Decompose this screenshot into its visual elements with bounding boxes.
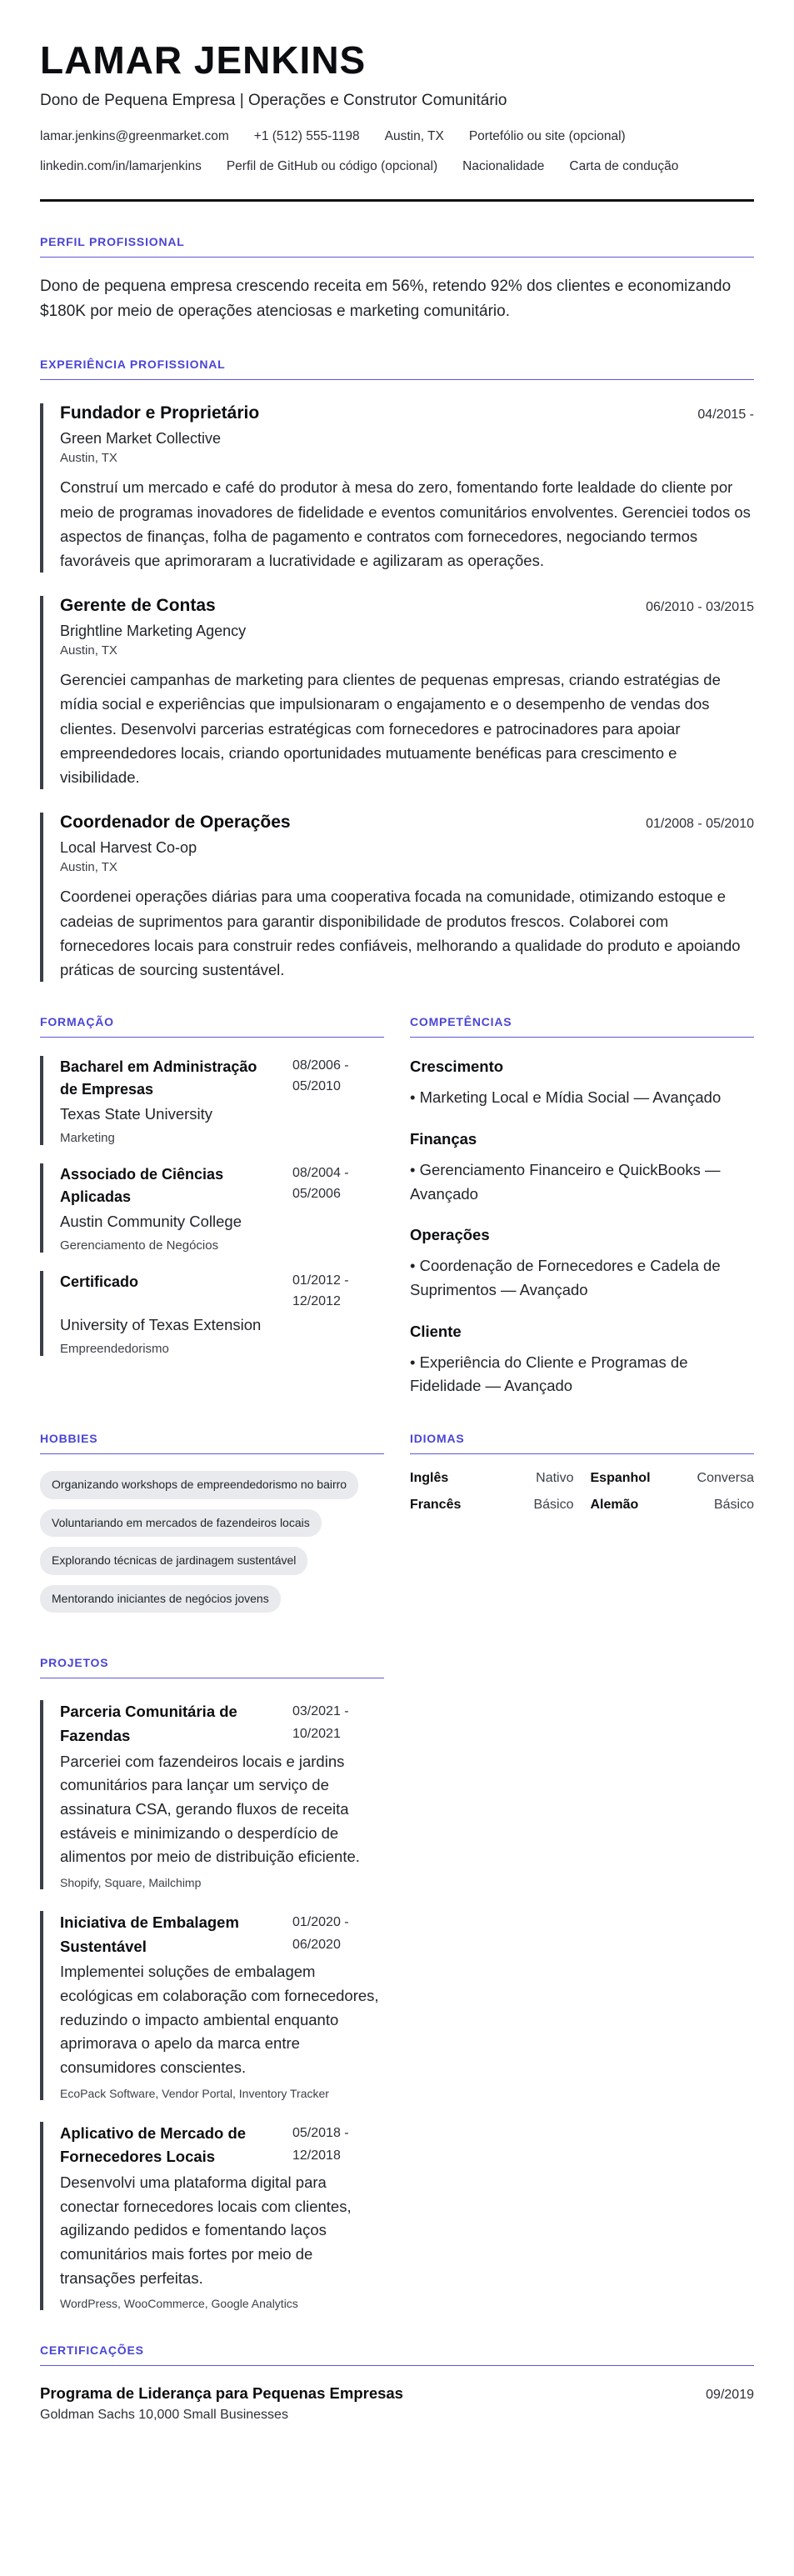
skill-group	[410, 1058, 754, 1110]
education-field: Gerenciamento de Negócios	[60, 1238, 219, 1253]
certification-date: 09/2019	[706, 2388, 754, 2403]
education-dates: 08/2006 - 05/2010	[292, 1058, 349, 1093]
job-title: Coordenador de Operações	[60, 813, 291, 833]
section-title-summary: PERFIL PROFISSIONAL	[40, 235, 754, 258]
resume-header	[40, 40, 754, 202]
project-tech: WordPress, WooCommerce, Google Analytics	[60, 2297, 298, 2311]
job-location: Austin, TX	[60, 643, 117, 658]
project-item	[40, 1700, 384, 1889]
job-dates: 06/2010 - 03/2015	[646, 600, 754, 615]
project-name: Parceria Comunitária de Fazendas	[60, 1703, 237, 1744]
skill-group	[410, 1323, 754, 1398]
job-description: Construí um mercado e café do produtor à mesa do zero, fomentando forte lealdade do cliente por meio de programas inovadores de fidelidade e eventos comunitários envolventes. Gerenciei todos os aspectos de finanças, folha de pagamento e contratos com fornecedores, negociando termos favoráveis que aprimoraram a lucratividade e agilizaram as operações.	[60, 478, 751, 570]
project-dates: 01/2020 - 06/2020	[292, 1914, 349, 1953]
skill-category: Crescimento	[410, 1058, 504, 1076]
experience-item	[40, 403, 754, 573]
hobbies-section	[40, 1432, 384, 1623]
language-item	[582, 1498, 755, 1513]
contact-location: Austin, TX	[384, 129, 444, 144]
contact-phone[interactable]: +1 (512) 555-1198	[253, 129, 360, 144]
contact-driving-license: Carta de condução	[569, 159, 679, 174]
hobby-tag: Mentorando iniciantes de negócios jovens	[40, 1585, 281, 1613]
education-degree: Bacharel em Administração de Empresas	[60, 1058, 257, 1098]
section-title-hobbies: HOBBIES	[40, 1432, 384, 1454]
education-degree: Associado de Ciências Aplicadas	[60, 1165, 224, 1205]
language-level: Básico	[533, 1497, 574, 1512]
experience-item	[40, 596, 754, 789]
section-title-languages: IDIOMAS	[410, 1432, 754, 1454]
languages-section	[410, 1432, 754, 1623]
certification-issuer: Goldman Sachs 10,000 Small Businesses	[40, 2408, 288, 2423]
section-title-skills: COMPETÊNCIAS	[410, 1015, 754, 1038]
summary-text: Dono de pequena empresa crescendo receita em 56%, retendo 92% dos clientes e economizando $180K por meio de operações atenciosas e marketing comunitário.	[40, 277, 732, 320]
education-field: Empreendedorismo	[60, 1342, 169, 1357]
skill-group	[410, 1226, 754, 1302]
project-name: Aplicativo de Mercado de Fornecedores Locais	[60, 2123, 247, 2166]
language-level: Básico	[713, 1497, 754, 1512]
hobbies-languages-row	[40, 1432, 754, 1623]
section-title-education: FORMAÇÃO	[40, 1015, 384, 1038]
contact-list	[40, 128, 754, 188]
certifications-section	[40, 2343, 754, 2423]
job-description: Gerenciei campanhas de marketing para clientes de pequenas empresas, criando estratégias de mídia social e experiências que impulsionaram o engajamento e o desempenho de vendas dos clientes. Desenvolvi parcerias estratégicas com fornecedores e patrocinadores para apoiar empreendedores locais, criando oportunidades mutuamente benéficas para crescimento e visibilidade.	[60, 671, 721, 787]
job-company: Brightline Marketing Agency	[60, 623, 247, 640]
job-location: Austin, TX	[60, 451, 117, 466]
language-item	[582, 1471, 755, 1486]
language-item	[410, 1471, 582, 1486]
section-title-projects: PROJETOS	[40, 1656, 384, 1678]
contact-nationality: Nacionalidade	[462, 159, 545, 174]
certification-item	[40, 2384, 754, 2423]
project-description: Implementei soluções de embalagem ecológicas em colaboração com fornecedores, reduzindo o impacto ambiental enquanto aprimorava o apelo da marca entre consumidores conscientes.	[60, 1963, 379, 2077]
contact-email[interactable]: lamar.jenkins@greenmarket.com	[40, 129, 229, 144]
language-name: Inglês	[410, 1470, 449, 1485]
skill-item: • Gerenciamento Financeiro e QuickBooks — Avançado	[410, 1160, 721, 1203]
education-field: Marketing	[60, 1130, 115, 1145]
job-title: Fundador e Proprietário	[60, 403, 260, 423]
projects-row	[40, 1656, 754, 2310]
language-item	[410, 1498, 582, 1513]
job-dates: 01/2008 - 05/2010	[646, 817, 754, 832]
skill-category: Operações	[410, 1226, 490, 1244]
language-name: Francês	[410, 1497, 462, 1512]
skills-section	[410, 1015, 754, 1398]
language-name: Espanhol	[590, 1470, 651, 1485]
skill-item: • Marketing Local e Mídia Social — Avançado	[410, 1088, 722, 1107]
contact-portfolio[interactable]: Portefólio ou site (opcional)	[468, 129, 626, 144]
skill-category: Cliente	[410, 1322, 462, 1340]
skill-group	[410, 1130, 754, 1206]
contact-linkedin[interactable]: linkedin.com/in/lamarjenkins	[40, 159, 202, 174]
header-divider	[40, 199, 754, 202]
section-title-certifications: CERTIFICAÇÕES	[40, 2343, 754, 2366]
projects-section	[40, 1656, 384, 2310]
project-dates: 05/2018 - 12/2018	[292, 2125, 349, 2163]
section-title-experience: EXPERIÊNCIA PROFISSIONAL	[40, 358, 754, 380]
job-location: Austin, TX	[60, 860, 117, 875]
skill-category: Finanças	[410, 1129, 477, 1148]
summary-section	[40, 235, 754, 325]
hobby-tag: Organizando workshops de empreendedorismo no bairro	[40, 1471, 358, 1499]
experience-item	[40, 813, 754, 982]
education-item	[40, 1163, 384, 1253]
project-description: Desenvolvi uma plataforma digital para conectar fornecedores locais com clientes, agilizando pedidos e fomentando laços comunitários mais fortes por meio de transações perfeitas.	[60, 2173, 352, 2287]
education-skills-row	[40, 1015, 754, 1398]
education-dates: 08/2004 - 05/2006	[292, 1165, 349, 1201]
language-level: Nativo	[536, 1470, 574, 1485]
project-item	[40, 2122, 384, 2311]
education-school: Texas State University	[60, 1105, 213, 1123]
project-dates: 03/2021 - 10/2021	[292, 1704, 349, 1742]
hobby-list	[40, 1471, 384, 1623]
hobby-tag: Voluntariando em mercados de fazendeiros locais	[40, 1509, 322, 1538]
job-company: Local Harvest Co-op	[60, 839, 197, 857]
education-school: University of Texas Extension	[60, 1316, 262, 1334]
project-description: Parceriei com fazendeiros locais e jardins comunitários para lançar um serviço de assinatura CSA, gerando fluxos de receita estáveis e minimizando o desperdício de alimentos por meio de distribuição eficiente.	[60, 1752, 360, 1866]
hobby-tag: Explorando técnicas de jardinagem sustentável	[40, 1547, 307, 1575]
project-name: Iniciativa de Embalagem Sustentável	[60, 1913, 239, 1955]
job-company: Green Market Collective	[60, 430, 222, 448]
language-name: Alemão	[590, 1497, 639, 1512]
certification-name: Programa de Liderança para Pequenas Empresas	[40, 2384, 403, 2403]
project-tech: Shopify, Square, Mailchimp	[60, 1875, 202, 1889]
project-item	[40, 1911, 384, 2100]
education-section	[40, 1015, 384, 1398]
candidate-headline: Dono de Pequena Empresa | Operações e Construtor Comunitário	[40, 92, 507, 110]
skill-item: • Experiência do Cliente e Programas de Fidelidade — Avançado	[410, 1353, 688, 1395]
education-item	[40, 1271, 384, 1356]
education-degree: Certificado	[60, 1273, 139, 1290]
skill-item: • Coordenação de Fornecedores e Cadela de Suprimentos — Avançado	[410, 1257, 721, 1298]
language-level: Conversa	[697, 1470, 754, 1485]
education-item	[40, 1056, 384, 1145]
candidate-name: LAMAR JENKINS	[40, 38, 367, 82]
education-dates: 01/2012 - 12/2012	[292, 1273, 349, 1308]
experience-section	[40, 358, 754, 982]
contact-github[interactable]: Perfil de GitHub ou código (opcional)	[226, 159, 438, 174]
job-title: Gerente de Contas	[60, 596, 216, 616]
job-description: Coordenei operações diárias para uma cooperativa focada na comunidade, otimizando estoque e cadeias de suprimentos para garantir disponibilidade de produtos frescos. Colaborei com fornecedores locais para construir redes confiáveis, melhorando a qualidade do produto e apoiando práticas de sourcing sustentável.	[60, 888, 741, 978]
education-school: Austin Community College	[60, 1212, 242, 1230]
language-list	[410, 1471, 754, 1524]
project-tech: EcoPack Software, Vendor Portal, Inventory Tracker	[60, 2086, 329, 2100]
job-dates: 04/2015 -	[697, 408, 754, 423]
